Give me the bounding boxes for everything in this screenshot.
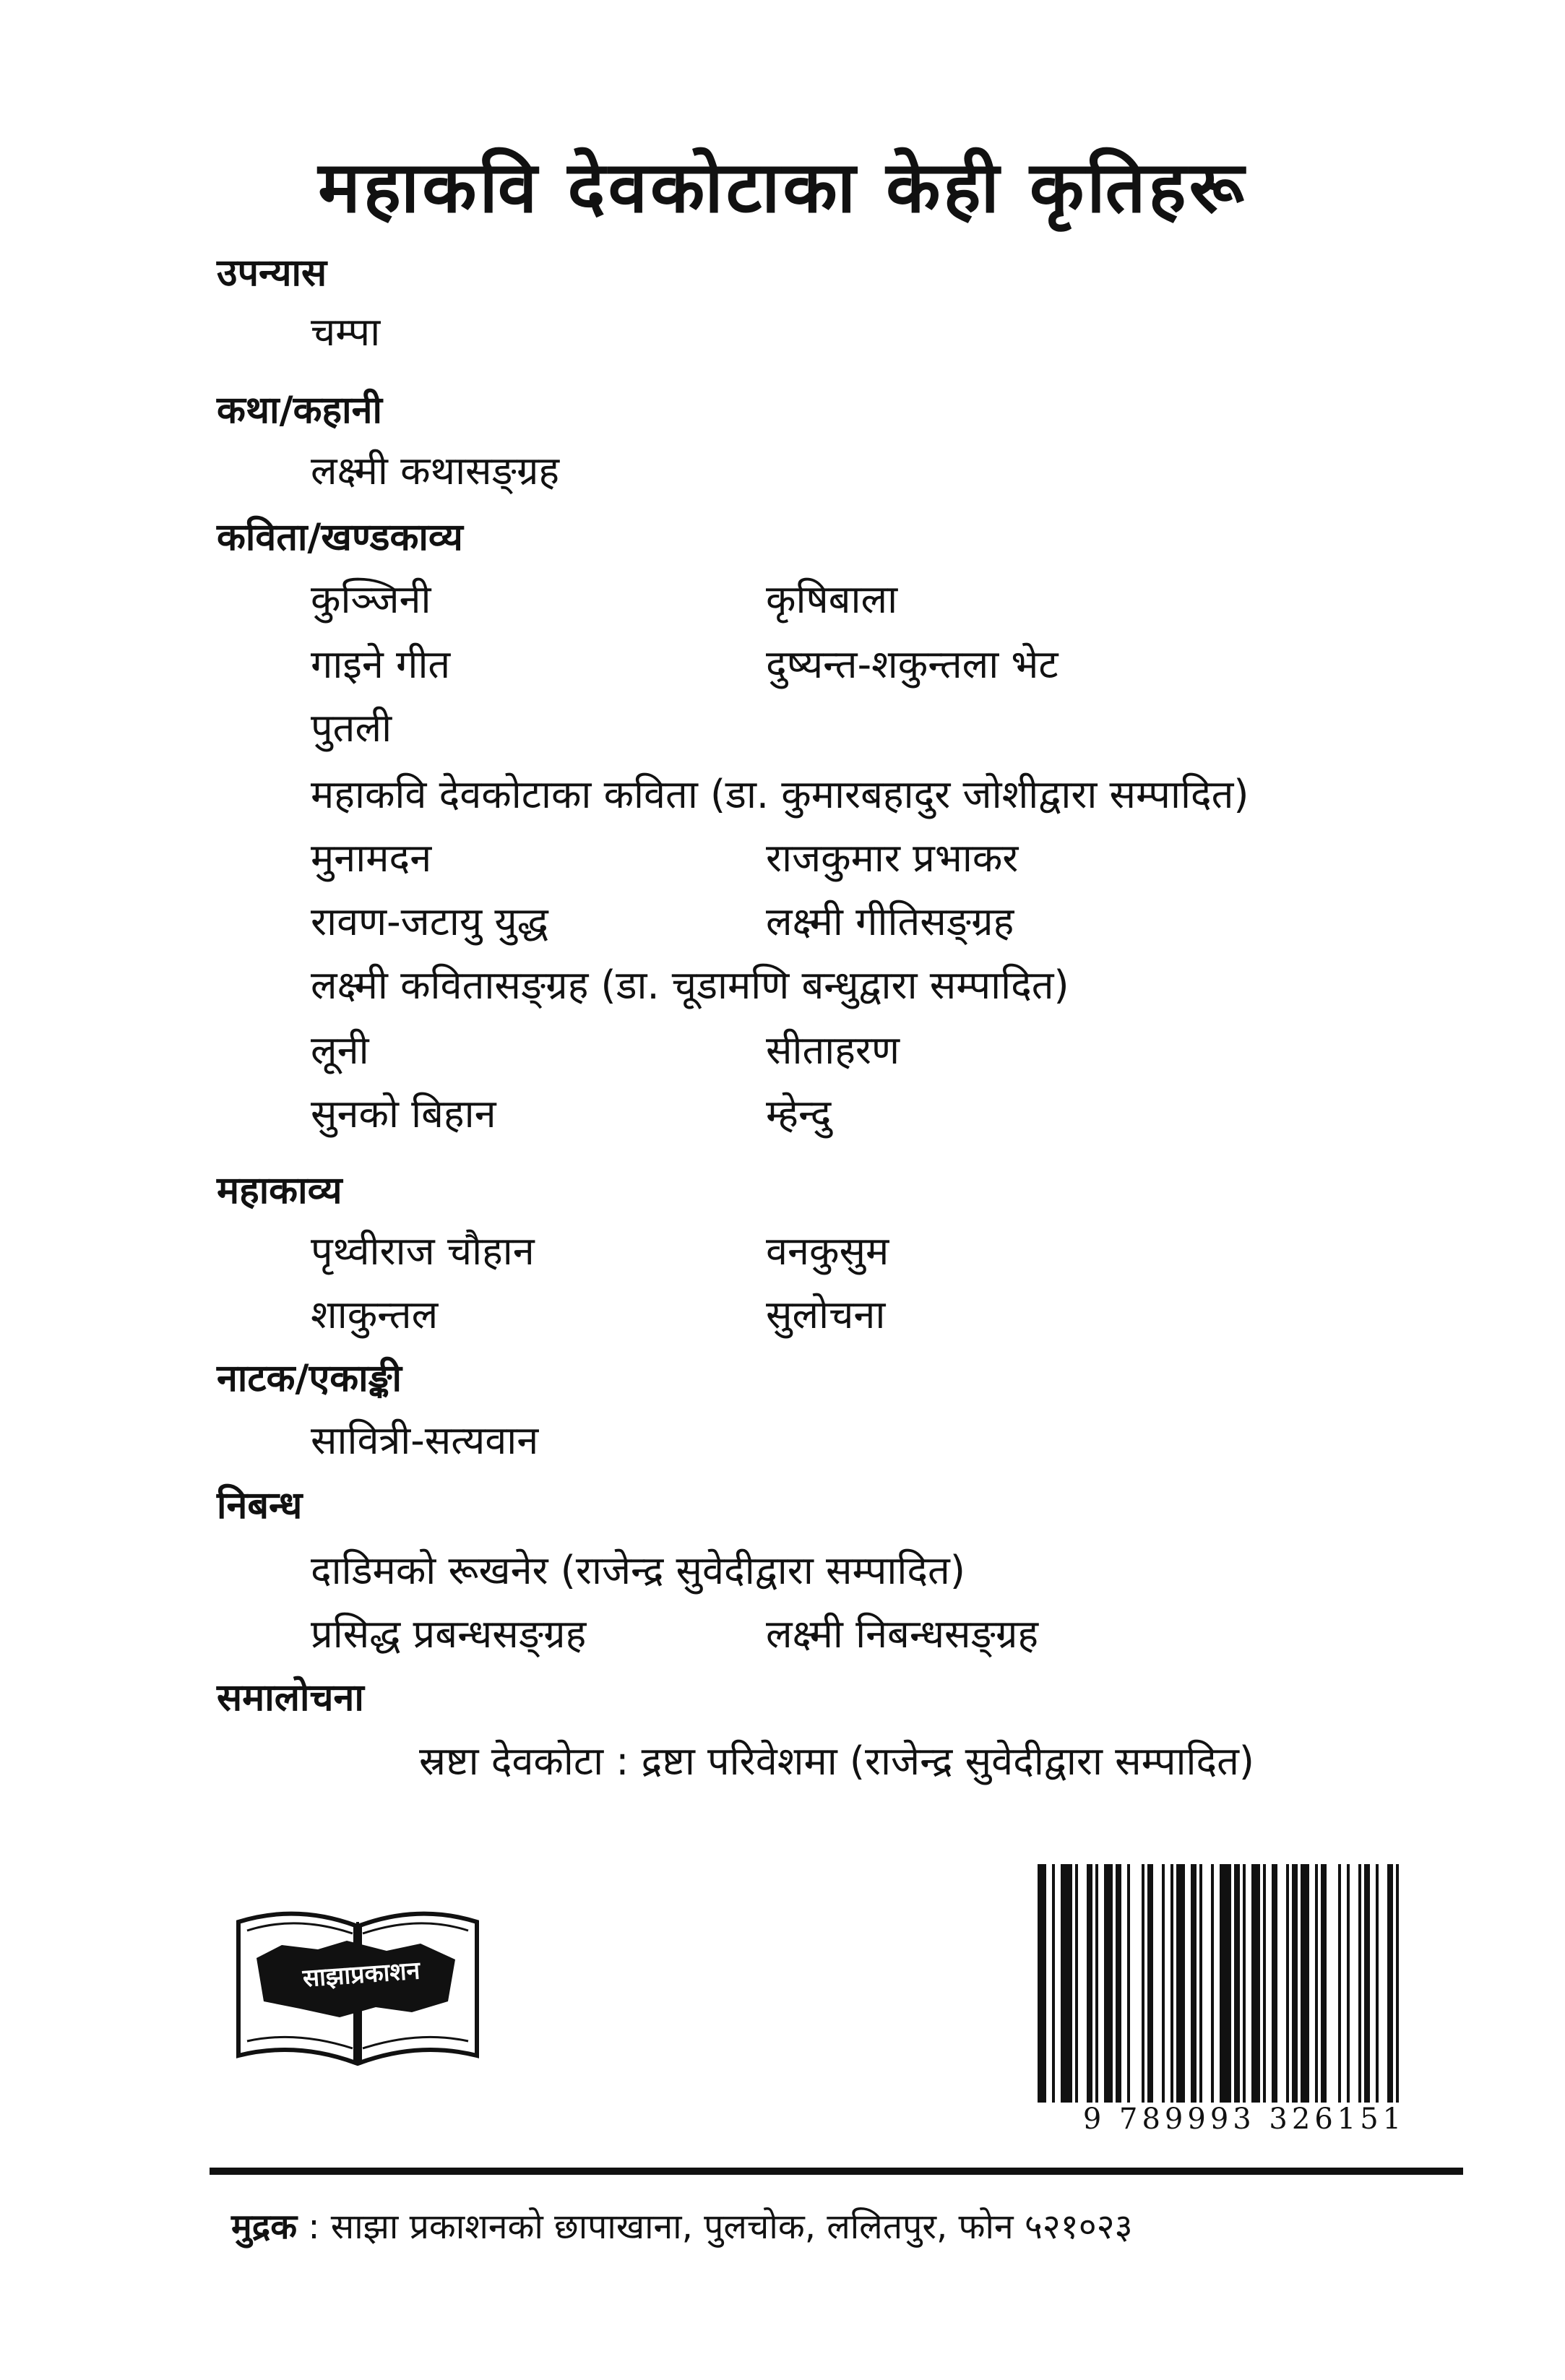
section-heading-essay: निबन्ध (217, 1484, 303, 1527)
work-item: स्रष्टा देवकोटा : द्रष्टा परिवेशमा (राजेन्द्र सुवेदीद्वारा सम्पादित) (419, 1738, 1254, 1784)
section-heading-story: कथा/कहानी (217, 389, 382, 432)
work-item: गाइने गीत (311, 642, 451, 687)
barcode-bar (1087, 1864, 1092, 2103)
barcode-bar (1191, 1864, 1197, 2103)
barcode-bar (1251, 1864, 1260, 2103)
work-item: चम्पा (311, 309, 381, 355)
barcode-bar (1263, 1864, 1266, 2103)
work-item: वनकुसुम (766, 1228, 889, 1274)
barcode-bar (1301, 1864, 1309, 2103)
work-item: म्हेन्दु (766, 1091, 832, 1137)
section-heading-novel: उपन्यास (217, 251, 327, 295)
work-item: दुष्यन्त-शकुन्तला भेट (766, 642, 1059, 687)
section-heading-criticism: समालोचना (217, 1676, 364, 1720)
barcode-bar (1338, 1864, 1341, 2103)
barcode-bar (1272, 1864, 1277, 2103)
barcode-bar (1286, 1864, 1289, 2103)
barcode-bar (1364, 1864, 1370, 2103)
footer-label: मुद्रक (231, 2207, 298, 2247)
footer-divider (210, 2168, 1463, 2175)
work-item: महाकवि देवकोटाका कविता (डा. कुमारबहादुर जोशीद्वारा सम्पादित) (311, 772, 1249, 817)
barcode-bar (1127, 1864, 1130, 2103)
barcode-bar (1142, 1864, 1144, 2103)
work-item: कुञ्जिनी (311, 577, 431, 622)
logo-text: साझाप्रकाशन (301, 1956, 421, 1993)
barcode-bar (1234, 1864, 1240, 2103)
work-item: पृथ्वीराज चौहान (311, 1228, 535, 1274)
footer-sep: : (297, 2207, 331, 2247)
work-item: प्रसिद्ध प्रबन्धसङ्ग्रह (311, 1611, 587, 1657)
barcode-bar (1292, 1864, 1298, 2103)
barcode-bar (1220, 1864, 1231, 2103)
barcode-bar (1321, 1864, 1327, 2103)
barcode-bar (1347, 1864, 1350, 2103)
work-item: कृषिबाला (766, 577, 898, 622)
barcode-bar (1162, 1864, 1165, 2103)
page-title: महाकवि देवकोटाका केही कृतिहरू (318, 147, 1247, 229)
barcode-bar (1387, 1864, 1393, 2103)
work-item: लक्ष्मी निबन्धसङ्ग्रह (766, 1611, 1039, 1657)
work-item: रावण-जटायु युद्ध (311, 899, 548, 944)
isbn-barcode (1035, 1864, 1454, 2139)
barcode-bar (1095, 1864, 1098, 2103)
barcode-bar (1104, 1864, 1113, 2103)
work-item: लक्ष्मी कवितासङ्ग्रह (डा. चूडामणि बन्धुद्वारा सम्पादित) (311, 962, 1069, 1008)
work-item: पुतली (311, 705, 392, 751)
work-item: सुनको बिहान (311, 1091, 496, 1137)
barcode-bar (1075, 1864, 1078, 2103)
barcode-bar (1147, 1864, 1153, 2103)
barcode-bar (1376, 1864, 1379, 2103)
work-item: सुलोचना (766, 1292, 886, 1337)
work-item: सावित्री-सत्यवान (311, 1418, 539, 1463)
work-item: लक्ष्मी कथासङ्ग्रह (311, 448, 560, 493)
barcode-bar (1358, 1864, 1361, 2103)
section-heading-poetry: कविता/खण्डकाव्य (217, 516, 463, 559)
barcode-bar (1176, 1864, 1185, 2103)
barcode-bar (1315, 1864, 1318, 2103)
work-item: दाडिमको रूखनेर (राजेन्द्र सुवेदीद्वारा सम्पादित) (311, 1548, 965, 1593)
work-item: राजकुमार प्रभाकर (766, 835, 1019, 881)
barcode-bar (1116, 1864, 1121, 2103)
work-item: सीताहरण (766, 1027, 900, 1073)
section-heading-epic: महाकाव्य (217, 1169, 342, 1212)
footer-text: साझा प्रकाशनको छापाखाना, पुलचोक, ललितपुर, फोन ५२१०२३ (330, 2207, 1133, 2247)
open-book-logo-icon (231, 1893, 484, 2074)
barcode-bar (1396, 1864, 1399, 2103)
work-item: शाकुन्तल (311, 1292, 439, 1337)
barcode-bar (1052, 1864, 1055, 2103)
work-item: लूनी (311, 1027, 369, 1073)
barcode-digits: 9 789993 326151 (1082, 2103, 1406, 2136)
barcode-bar (1170, 1864, 1173, 2103)
barcode-bar (1199, 1864, 1202, 2103)
barcode-bar (1211, 1864, 1214, 2103)
work-item: लक्ष्मी गीतिसङ्ग्रह (766, 899, 1014, 944)
printer-footer (231, 2202, 1133, 2249)
barcode-bar (1243, 1864, 1246, 2103)
barcode-bar (1038, 1864, 1046, 2103)
barcode-bars (1035, 1864, 1454, 2103)
barcode-bar (1061, 1864, 1072, 2103)
section-heading-drama: नाटक/एकाङ्की (217, 1357, 402, 1400)
work-item: मुनामदन (311, 835, 432, 881)
